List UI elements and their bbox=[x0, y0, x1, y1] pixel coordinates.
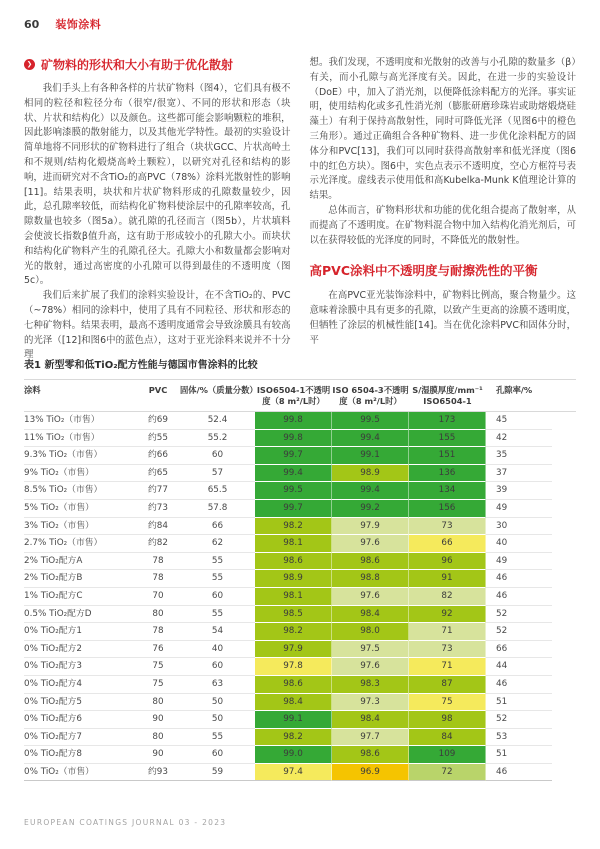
cell-porosity: 35 bbox=[486, 447, 552, 465]
cell-opacity-iso6504-1: 99.7 bbox=[255, 447, 332, 465]
cell-s-wet-film: 91 bbox=[409, 570, 486, 588]
cell-s-wet-film: 71 bbox=[409, 658, 486, 676]
cell-solids: 57 bbox=[180, 465, 255, 483]
cell-opacity-iso6504-3: 98.8 bbox=[332, 570, 409, 588]
cell-opacity-iso6504-3: 99.4 bbox=[332, 430, 409, 448]
table-header-row bbox=[24, 380, 576, 412]
cell-coating: 0% TiO₂配方7 bbox=[24, 729, 136, 747]
cell-s-wet-film: 72 bbox=[409, 764, 486, 782]
comparison-table bbox=[24, 379, 576, 781]
column-header-solids: 固体/%（质量分数） bbox=[180, 385, 258, 395]
cell-porosity: 46 bbox=[486, 588, 552, 606]
cell-porosity: 52 bbox=[486, 606, 552, 624]
cell-coating: 3% TiO₂（市售） bbox=[24, 518, 136, 536]
cell-coating: 0% TiO₂配方3 bbox=[24, 658, 136, 676]
cell-s-wet-film: 84 bbox=[409, 729, 486, 747]
cell-opacity-iso6504-3: 98.0 bbox=[332, 623, 409, 641]
cell-s-wet-film: 66 bbox=[409, 535, 486, 553]
cell-pvc: 78 bbox=[136, 623, 180, 641]
cell-opacity-iso6504-1: 99.8 bbox=[255, 430, 332, 448]
table-row bbox=[24, 553, 576, 571]
cell-opacity-iso6504-1: 98.9 bbox=[255, 570, 332, 588]
cell-coating: 8.5% TiO₂（市售） bbox=[24, 482, 136, 500]
cell-s-wet-film: 71 bbox=[409, 623, 486, 641]
cell-pvc: 约77 bbox=[136, 482, 180, 500]
cell-opacity-iso6504-3: 97.3 bbox=[332, 694, 409, 712]
cell-porosity: 37 bbox=[486, 465, 552, 483]
cell-pvc: 90 bbox=[136, 711, 180, 729]
cell-opacity-iso6504-3: 99.1 bbox=[332, 447, 409, 465]
cell-pvc: 约73 bbox=[136, 500, 180, 518]
cell-coating: 0% TiO₂配方1 bbox=[24, 623, 136, 641]
cell-opacity-iso6504-1: 99.8 bbox=[255, 412, 332, 430]
cell-opacity-iso6504-3: 97.9 bbox=[332, 518, 409, 536]
cell-porosity: 52 bbox=[486, 711, 552, 729]
cell-opacity-iso6504-3: 98.3 bbox=[332, 676, 409, 694]
cell-pvc: 约82 bbox=[136, 535, 180, 553]
cell-pvc: 80 bbox=[136, 694, 180, 712]
cell-s-wet-film: 92 bbox=[409, 606, 486, 624]
cell-s-wet-film: 82 bbox=[409, 588, 486, 606]
cell-opacity-iso6504-3: 98.6 bbox=[332, 553, 409, 571]
table-body bbox=[24, 412, 576, 781]
table-row bbox=[24, 588, 576, 606]
cell-porosity: 66 bbox=[486, 641, 552, 659]
cell-porosity: 46 bbox=[486, 676, 552, 694]
cell-opacity-iso6504-1: 98.2 bbox=[255, 729, 332, 747]
cell-solids: 60 bbox=[180, 588, 255, 606]
table-row bbox=[24, 746, 576, 764]
cell-pvc: 约93 bbox=[136, 764, 180, 782]
cell-coating: 9.3% TiO₂（市售） bbox=[24, 447, 136, 465]
table-row bbox=[24, 694, 576, 712]
column-header-porosity: 孔隙率/% bbox=[496, 385, 533, 395]
cell-solids: 50 bbox=[180, 711, 255, 729]
cell-opacity-iso6504-1: 99.7 bbox=[255, 500, 332, 518]
cell-opacity-iso6504-3: 97.6 bbox=[332, 535, 409, 553]
cell-pvc: 70 bbox=[136, 588, 180, 606]
page-header bbox=[24, 16, 101, 32]
cell-opacity-iso6504-1: 97.9 bbox=[255, 641, 332, 659]
table-row bbox=[24, 570, 576, 588]
cell-opacity-iso6504-1: 98.2 bbox=[255, 623, 332, 641]
article-body bbox=[24, 56, 576, 363]
cell-opacity-iso6504-3: 99.5 bbox=[332, 412, 409, 430]
cell-opacity-iso6504-3: 97.6 bbox=[332, 658, 409, 676]
table-row bbox=[24, 412, 576, 430]
cell-s-wet-film: 155 bbox=[409, 430, 486, 448]
cell-pvc: 75 bbox=[136, 676, 180, 694]
cell-opacity-iso6504-3: 98.4 bbox=[332, 711, 409, 729]
table-row bbox=[24, 482, 576, 500]
cell-pvc: 约84 bbox=[136, 518, 180, 536]
cell-opacity-iso6504-1: 99.0 bbox=[255, 746, 332, 764]
cell-s-wet-film: 134 bbox=[409, 482, 486, 500]
cell-pvc: 80 bbox=[136, 729, 180, 747]
cell-opacity-iso6504-1: 99.4 bbox=[255, 465, 332, 483]
paragraph: 我们后来扩展了我们的涂料实验设计，在不含TiO₂的、PVC（~78%）相同的涂料中，使用了具有不同粒径、形状和形态的七种矿物料。结果表明，最高不透明度通常会导致涂膜具有较高的光泽（[12]和图6中的蓝色点），这对于亚光涂料来说并不十分理 bbox=[24, 290, 291, 361]
table-row bbox=[24, 447, 576, 465]
cell-pvc: 78 bbox=[136, 570, 180, 588]
cell-s-wet-film: 156 bbox=[409, 500, 486, 518]
cell-s-wet-film: 96 bbox=[409, 553, 486, 571]
column-header-coating: 涂料 bbox=[24, 385, 41, 395]
cell-opacity-iso6504-3: 98.9 bbox=[332, 465, 409, 483]
cell-solids: 59 bbox=[180, 764, 255, 782]
cell-opacity-iso6504-1: 99.1 bbox=[255, 711, 332, 729]
paragraph: 我们手头上有各种各样的片状矿物料（图4），它们具有极不相同的粒径和粒径分布（很窄/很宽）、不同的形状和形态（块状、片状和结构化）以及颜色。这些都可能会影响颗粒的堆积，因此影响漆膜的散射能力，以及其他光学特性。最初的实验设计简单地将不同形状的矿物料进行了组合（块状GCC、片状高岭土和不规则/结构化煅烧高岭土颗粒），以研究对孔径和结构的影响，进而研究对不含TiO₂的高PVC（78%）涂料光散射性的影响[11]。结果表明，块状和片状矿物料形成的孔隙数量较少，因此，总孔隙率较低，而结构化矿物料使涂层中的孔隙率较高，孔隙数量也较多（图5a）。就孔隙的孔径而言（图5b），片状填料会使波长指数β值升高，这有助于形成较小的孔隙大小。而块状和结构化矿物料产生的孔隙孔径大。孔隙大小和数量都会影响对光的散射，通过高密度的小孔隙可以得到最佳的不透明度（图5c）。 bbox=[24, 83, 291, 287]
cell-porosity: 49 bbox=[486, 553, 552, 571]
cell-pvc: 约65 bbox=[136, 465, 180, 483]
cell-coating: 0% TiO₂配方5 bbox=[24, 694, 136, 712]
cell-opacity-iso6504-3: 97.7 bbox=[332, 729, 409, 747]
cell-opacity-iso6504-3: 98.4 bbox=[332, 606, 409, 624]
paragraph: 在高PVC亚光装饰涂料中，矿物料比例高，聚合物量少。这意味着涂膜中具有更多的孔隙，以致产生更高的涂膜不透明度，但牺牲了涂层的机械性能[14]。当在优化涂料PVC和固体分时，平 bbox=[309, 290, 576, 346]
cell-solids: 55 bbox=[180, 729, 255, 747]
cell-coating: 0% TiO₂配方6 bbox=[24, 711, 136, 729]
cell-coating: 2.7% TiO₂（市售） bbox=[24, 535, 136, 553]
cell-porosity: 44 bbox=[486, 658, 552, 676]
cell-solids: 55 bbox=[180, 570, 255, 588]
paragraph: 总体而言，矿物料形状和功能的优化组合提高了散射率，从而提高了不透明度。在矿物料混合物中加入结构化消光剂后，可以在获得较低的光泽度的同时，不降低光的散射性。 bbox=[309, 204, 576, 246]
cell-opacity-iso6504-3: 97.5 bbox=[332, 641, 409, 659]
column-header-opacity-iso6504-3: ISO 6504-3不透明度（8 m²/L时） bbox=[332, 385, 409, 406]
cell-s-wet-film: 151 bbox=[409, 447, 486, 465]
cell-porosity: 39 bbox=[486, 482, 552, 500]
table-row bbox=[24, 535, 576, 553]
cell-solids: 63 bbox=[180, 676, 255, 694]
cell-coating: 0% TiO₂配方8 bbox=[24, 746, 136, 764]
cell-s-wet-film: 75 bbox=[409, 694, 486, 712]
cell-coating: 0.5% TiO₂配方D bbox=[24, 606, 136, 624]
paragraph: 想。我们发现，不透明度和光散射的改善与小孔隙的数量多（β）有关，而小孔隙与高光泽度有关。因此，在进一步的实验设计（DoE）中，加入了消光剂，以便降低涂料配方的光泽。事实证明，使用结构化或多孔性消光剂（膨胀研磨珍珠岩或助熔煅烧硅藻土）有利于保持高散射性，同时可降低光泽（见图6中的橙色三角形）。通过正确组合各种矿物料、进一步优化涂料配方的固体分和PVC[13]，我们可以同时获得高散射率和低光泽度（图6中的红色方块）。图6中，实色点表示不透明度，空心方框符号表示光泽度。虚线表示使用低和高Kubelka-Munk K值理论计算的结果。 bbox=[309, 57, 576, 202]
cell-solids: 54 bbox=[180, 623, 255, 641]
cell-opacity-iso6504-1: 98.5 bbox=[255, 606, 332, 624]
cell-pvc: 约66 bbox=[136, 447, 180, 465]
cell-solids: 55 bbox=[180, 606, 255, 624]
cell-coating: 11% TiO₂（市售） bbox=[24, 430, 136, 448]
cell-coating: 1% TiO₂配方C bbox=[24, 588, 136, 606]
cell-opacity-iso6504-1: 98.4 bbox=[255, 694, 332, 712]
cell-s-wet-film: 98 bbox=[409, 711, 486, 729]
section-title: 装饰涂料 bbox=[55, 18, 102, 31]
cell-coating: 9% TiO₂（市售） bbox=[24, 465, 136, 483]
cell-solids: 65.5 bbox=[180, 482, 255, 500]
cell-solids: 40 bbox=[180, 641, 255, 659]
column-header-s-wet-film: S/湿膜厚度/mm⁻¹ ISO6504-1 bbox=[412, 385, 483, 406]
arrow-circle-icon: ❯ bbox=[24, 59, 35, 70]
cell-s-wet-film: 173 bbox=[409, 412, 486, 430]
column-header-opacity-iso6504-1: ISO6504-1不透明度（8 m²/L时） bbox=[256, 385, 331, 406]
cell-pvc: 90 bbox=[136, 746, 180, 764]
table-row bbox=[24, 658, 576, 676]
cell-porosity: 40 bbox=[486, 535, 552, 553]
table-title: 表1 新型零和低TiO₂配方性能与德国市售涂料的比较 bbox=[24, 360, 258, 371]
cell-opacity-iso6504-1: 98.1 bbox=[255, 535, 332, 553]
table-row bbox=[24, 500, 576, 518]
cell-pvc: 约55 bbox=[136, 430, 180, 448]
table-row bbox=[24, 518, 576, 536]
cell-opacity-iso6504-1: 97.8 bbox=[255, 658, 332, 676]
table-row bbox=[24, 606, 576, 624]
cell-solids: 62 bbox=[180, 535, 255, 553]
cell-opacity-iso6504-3: 97.6 bbox=[332, 588, 409, 606]
cell-pvc: 80 bbox=[136, 606, 180, 624]
cell-pvc: 76 bbox=[136, 641, 180, 659]
table-row bbox=[24, 641, 576, 659]
article-heading-2: 高PVC涂料中不透明度与耐擦洗性的平衡 bbox=[309, 263, 538, 279]
page-number: 60 bbox=[24, 18, 40, 31]
cell-coating: 5% TiO₂（市售） bbox=[24, 500, 136, 518]
cell-opacity-iso6504-1: 98.6 bbox=[255, 553, 332, 571]
cell-porosity: 51 bbox=[486, 694, 552, 712]
cell-solids: 50 bbox=[180, 694, 255, 712]
cell-porosity: 30 bbox=[486, 518, 552, 536]
cell-coating: 0% TiO₂配方4 bbox=[24, 676, 136, 694]
table-row bbox=[24, 623, 576, 641]
cell-pvc: 约69 bbox=[136, 412, 180, 430]
cell-porosity: 46 bbox=[486, 764, 552, 782]
cell-pvc: 75 bbox=[136, 658, 180, 676]
journal-footer: EUROPEAN COATINGS JOURNAL 03 - 2023 bbox=[24, 818, 227, 827]
cell-opacity-iso6504-1: 98.6 bbox=[255, 676, 332, 694]
cell-porosity: 45 bbox=[486, 412, 552, 430]
cell-solids: 52.4 bbox=[180, 412, 255, 430]
cell-coating: 13% TiO₂（市售） bbox=[24, 412, 136, 430]
right-column bbox=[310, 56, 577, 363]
table-row bbox=[24, 729, 576, 747]
cell-solids: 60 bbox=[180, 658, 255, 676]
cell-coating: 2% TiO₂配方B bbox=[24, 570, 136, 588]
table-row bbox=[24, 711, 576, 729]
cell-coating: 2% TiO₂配方A bbox=[24, 553, 136, 571]
article-heading-1-text: 矿物料的形状和大小有助于优化散射 bbox=[41, 58, 234, 72]
cell-s-wet-film: 73 bbox=[409, 518, 486, 536]
cell-porosity: 51 bbox=[486, 746, 552, 764]
cell-porosity: 52 bbox=[486, 623, 552, 641]
table-row bbox=[24, 676, 576, 694]
cell-solids: 55 bbox=[180, 553, 255, 571]
cell-solids: 60 bbox=[180, 447, 255, 465]
cell-porosity: 53 bbox=[486, 729, 552, 747]
cell-coating: 0% TiO₂配方2 bbox=[24, 641, 136, 659]
cell-solids: 55.2 bbox=[180, 430, 255, 448]
cell-coating: 0% TiO₂（市售） bbox=[24, 764, 136, 782]
table-row bbox=[24, 430, 576, 448]
cell-solids: 60 bbox=[180, 746, 255, 764]
cell-opacity-iso6504-1: 98.2 bbox=[255, 518, 332, 536]
cell-solids: 66 bbox=[180, 518, 255, 536]
article-heading-1 bbox=[24, 56, 291, 73]
cell-opacity-iso6504-3: 99.2 bbox=[332, 500, 409, 518]
cell-opacity-iso6504-1: 99.5 bbox=[255, 482, 332, 500]
cell-opacity-iso6504-3: 98.6 bbox=[332, 746, 409, 764]
cell-solids: 57.8 bbox=[180, 500, 255, 518]
left-column bbox=[24, 56, 291, 363]
table-row bbox=[24, 465, 576, 483]
cell-porosity: 49 bbox=[486, 500, 552, 518]
cell-porosity: 46 bbox=[486, 570, 552, 588]
cell-opacity-iso6504-1: 97.4 bbox=[255, 764, 332, 782]
cell-opacity-iso6504-1: 98.1 bbox=[255, 588, 332, 606]
cell-pvc: 78 bbox=[136, 553, 180, 571]
cell-s-wet-film: 136 bbox=[409, 465, 486, 483]
cell-s-wet-film: 109 bbox=[409, 746, 486, 764]
table-row bbox=[24, 764, 576, 782]
cell-s-wet-film: 87 bbox=[409, 676, 486, 694]
cell-opacity-iso6504-3: 96.9 bbox=[332, 764, 409, 782]
cell-s-wet-film: 73 bbox=[409, 641, 486, 659]
cell-porosity: 42 bbox=[486, 430, 552, 448]
cell-opacity-iso6504-3: 99.4 bbox=[332, 482, 409, 500]
column-header-pvc: PVC bbox=[148, 385, 168, 395]
